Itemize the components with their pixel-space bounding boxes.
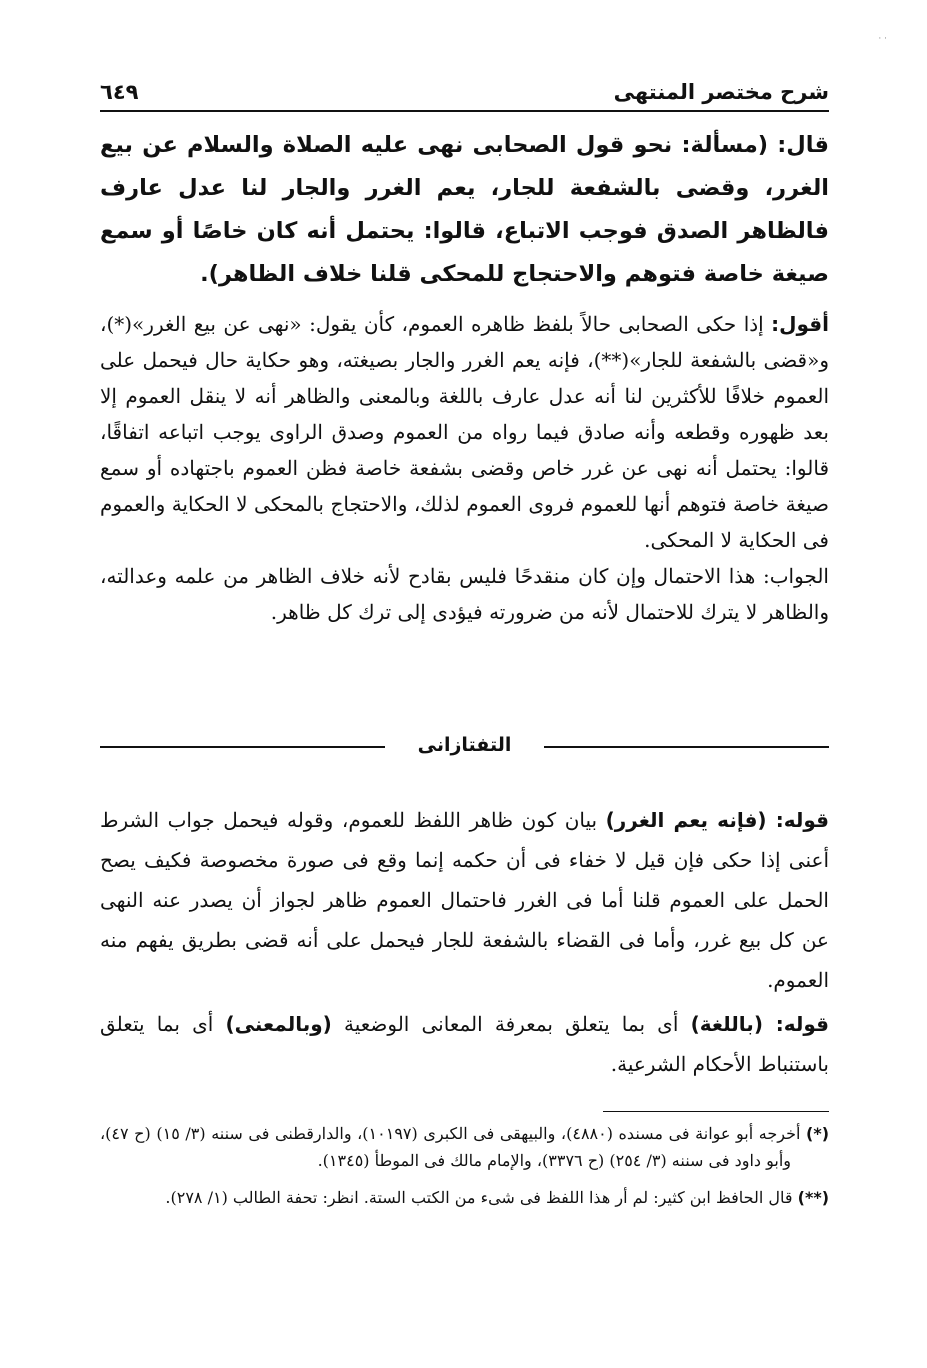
corner-mark: · · <box>878 34 887 44</box>
divider-line-left <box>100 746 385 748</box>
footnote-1-text: أخرجه أبو عوانة فى مسنده (٤٨٨٠)، والبيهقى فى الكبرى (١٠١٩٧)، والدارقطنى فى سننه (٣/ ١٥) (ح ٤٧)، وأبو داود فى سننه (٣/ ٢٥٤) (ح ٣٣٧٦)، والإمام مالك فى الموطأ (١٣٤٥). <box>100 1124 807 1170</box>
footnote-1-mark: (*) <box>806 1124 830 1143</box>
sharh-text-block <box>100 306 829 630</box>
footnote-2-text: قال الحافظ ابن كثير: لم أر هذا اللفظ فى شىء من الكتب الستة. انظر: تحفة الطالب (١/ ٢٧٨). <box>165 1188 798 1207</box>
footnotes-block <box>100 1120 829 1211</box>
footnote-2-mark: (**) <box>797 1188 829 1207</box>
taftazani-paragraph-1 <box>100 800 829 1000</box>
taftazani-paragraph-2-text: أى بما يتعلق باستنباط الأحكام الشرعية. <box>100 1012 829 1076</box>
sharh-paragraph-1 <box>100 306 829 558</box>
taftazani-paragraph-1-text: بيان كون ظاهر اللفظ للعموم، وقوله فيحمل جواب الشرط أعنى إذا حكى فإن قيل لا خفاء فى أن حكمه إنما وقع فى صورة مخصوصة فكيف يصح الحمل على العموم قلنا أما فى الغرر فاحتمال العموم ظاهر لجواز أن يصدر عنه النهى عن كل بيع غرر، وأما فى القضاء بالشفعة للجار فيحمل على أنه قضى بطريق يفهم منه العموم. <box>100 808 829 992</box>
divider-label: التفتازانى <box>417 734 512 756</box>
sharh-lead-aqulu: أقول: <box>771 312 829 336</box>
matn-text-block <box>100 124 829 296</box>
footnote-1 <box>100 1120 829 1174</box>
page-header <box>100 70 829 112</box>
sharh-paragraph-2: الجواب: هذا الاحتمال وإن كان منقدحًا فليس بقادح لأنه خلاف الظاهر من علمه وعدالته، والظاهر لا يترك للاحتمال لأنه من ضرورته فيؤدى إلى ترك كل ظاهر. <box>100 564 829 624</box>
footnote-rule <box>603 1111 829 1112</box>
sharh-paragraph-1-text: إذا حكى الصحابى حالاً بلفظ ظاهره العموم، كأن يقول: «نهى عن بيع الغرر»(*)، و«قضى بالشفعة للجار»(**)، فإنه يعم الغرر والجار بصيغته، وهو حكاية حال فيحمل على العموم خلافًا للأكثرين لنا أنه عدل عارف باللغة وبالمعنى والظاهر أنه لا ينقل العموم إلا بعد ظهوره وقطعه وأنه صادق فيما رواه من العموم وصدق الراوى يوجب اتباعه اتفاقًا، قالوا: يحتمل أنه نهى عن غرر خاص وقضى بشفعة خاصة فظن العموم باجتهاده أو سمع صيغة خاصة فتوهم أنها للعموم فروى العموم لذلك، والاحتجاج بالمحكى لا الحكاية والعموم فى الحكاية لا المحكى. <box>100 312 829 552</box>
taftazani-lead-3: (وبالمعنى) <box>225 1012 332 1036</box>
footnote-2 <box>100 1184 829 1211</box>
matn-paragraph: قال: (مسألة: نحو قول الصحابى نهى عليه الصلاة والسلام عن بيع الغرر، وقضى بالشفعة للجار، يعم الغرر والجار لنا عدل عارف فالظاهر الصدق فوجب الاتباع، قالوا: يحتمل أنه كان خاصًا أو سمع صيغة خاصة فتوهم والاحتجاج للمحكى قلنا خلاف الظاهر). <box>100 132 829 287</box>
taftazani-paragraph-2-mid: أى بما يتعلق بمعرفة المعانى الوضعية <box>331 1012 691 1036</box>
taftazani-lead-2: قوله: (باللغة) <box>690 1012 829 1036</box>
page-number: ٦٤٩ <box>100 80 139 104</box>
taftazani-text-block <box>100 800 829 1084</box>
running-title: شرح مختصر المنتهى <box>613 80 829 104</box>
taftazani-paragraph-2 <box>100 1004 829 1084</box>
taftazani-lead-1: قوله: (فإنه يعم الغرر) <box>605 808 829 832</box>
section-divider <box>100 734 829 758</box>
